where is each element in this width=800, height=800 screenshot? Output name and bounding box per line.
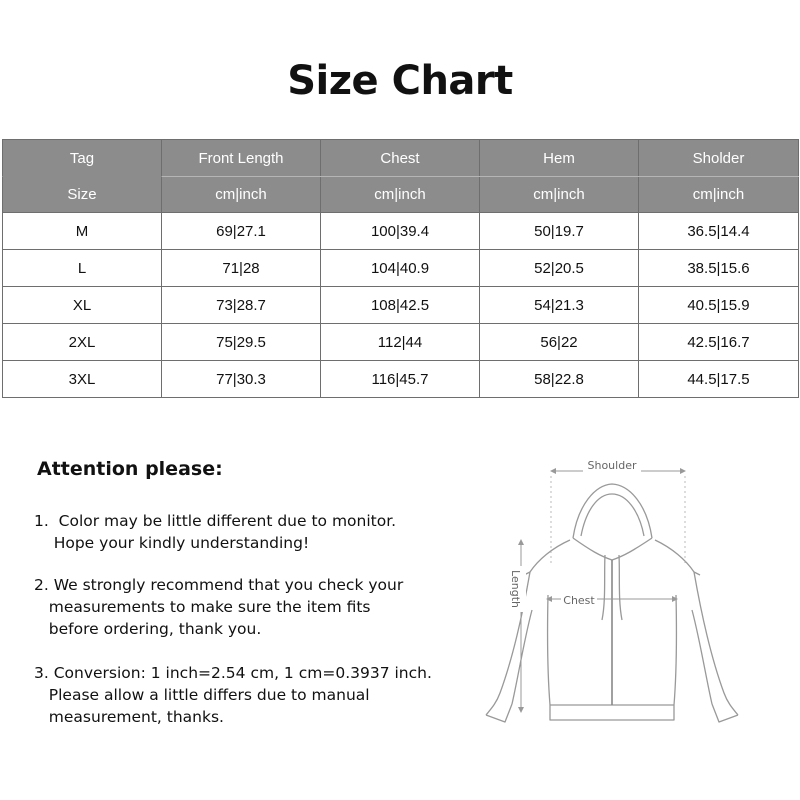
header-size: Size	[3, 177, 162, 213]
size-cell: XL	[3, 287, 162, 324]
chest-label: Chest	[563, 594, 595, 607]
header-sholder: Sholder	[639, 140, 799, 177]
hem-cell: 56|22	[480, 324, 639, 361]
table-header-row	[3, 140, 799, 177]
chest-cell: 100|39.4	[321, 213, 480, 250]
table-row	[3, 324, 799, 361]
note-measure: 2. We strongly recommend that you check your measurements to make sure the item fits before ordering, thank you.	[34, 576, 404, 638]
hoodie-diagram	[478, 452, 748, 732]
length-label: Length	[509, 570, 522, 608]
size-cell: 3XL	[3, 361, 162, 398]
size-cell: L	[3, 250, 162, 287]
hem-cell: 50|19.7	[480, 213, 639, 250]
hem-cell: 58|22.8	[480, 361, 639, 398]
attention-title: Attention please:	[37, 458, 223, 480]
size-cell: 2XL	[3, 324, 162, 361]
table-row	[3, 213, 799, 250]
unit-label: cm|inch	[162, 177, 321, 213]
chest-cell: 108|42.5	[321, 287, 480, 324]
note-color: 1. Color may be little different due to monitor. Hope your kindly understanding!	[34, 512, 397, 552]
sholder-cell: 44.5|17.5	[639, 361, 799, 398]
size-table	[2, 139, 799, 398]
sholder-cell: 38.5|15.6	[639, 250, 799, 287]
front-length-cell: 77|30.3	[162, 361, 321, 398]
chest-cell: 104|40.9	[321, 250, 480, 287]
shoulder-label: Shoulder	[587, 459, 637, 472]
hem-cell: 54|21.3	[480, 287, 639, 324]
unit-label: cm|inch	[321, 177, 480, 213]
front-length-cell: 71|28	[162, 250, 321, 287]
page-title: Size Chart	[287, 58, 513, 104]
header-tag: Tag	[3, 140, 162, 177]
table-unit-row	[3, 177, 799, 213]
table-row	[3, 250, 799, 287]
header-hem: Hem	[480, 140, 639, 177]
sholder-cell: 40.5|15.9	[639, 287, 799, 324]
table-row	[3, 361, 799, 398]
front-length-cell: 75|29.5	[162, 324, 321, 361]
front-length-cell: 69|27.1	[162, 213, 321, 250]
chest-cell: 112|44	[321, 324, 480, 361]
header-front-length: Front Length	[162, 140, 321, 177]
chest-cell: 116|45.7	[321, 361, 480, 398]
header-chest: Chest	[321, 140, 480, 177]
sholder-cell: 36.5|14.4	[639, 213, 799, 250]
sholder-cell: 42.5|16.7	[639, 324, 799, 361]
size-cell: M	[3, 213, 162, 250]
unit-label: cm|inch	[639, 177, 799, 213]
table-row	[3, 287, 799, 324]
front-length-cell: 73|28.7	[162, 287, 321, 324]
note-conversion: 3. Conversion: 1 inch=2.54 cm, 1 cm=0.3937 inch. Please allow a little differs due to manual measurement, thanks.	[34, 664, 432, 726]
hem-cell: 52|20.5	[480, 250, 639, 287]
unit-label: cm|inch	[480, 177, 639, 213]
